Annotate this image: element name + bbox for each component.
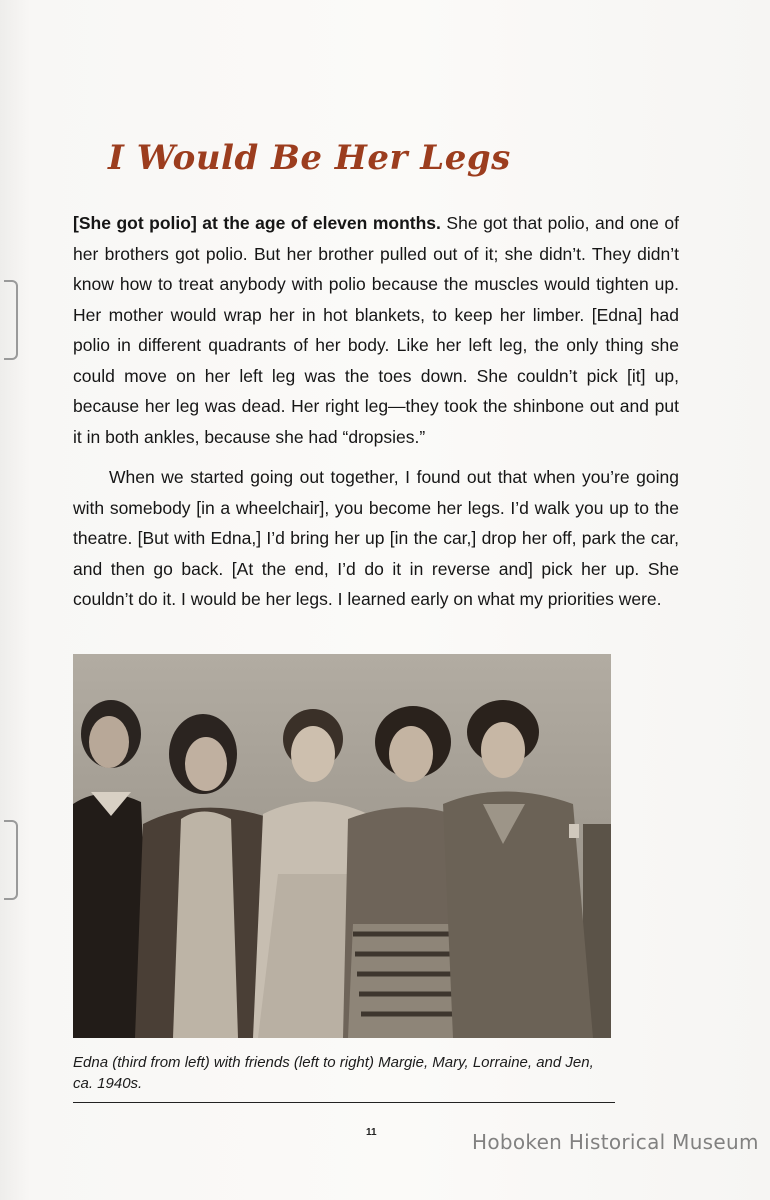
body-text [73, 208, 679, 625]
group-photo-illustration [73, 654, 611, 1038]
staple [4, 820, 18, 900]
paragraph-1 [73, 208, 679, 452]
chapter-title: I Would Be Her Legs [108, 138, 511, 178]
paragraph-2: When we started going out together, I found out that when you’re going with somebody [in a wheelchair], you become her legs. I’d walk you up to the theatre. [But with Edna,] I’d bring her up [in the car,] drop her off, park the car, and then go back. [At the end, I’d do it in reverse and] pick her up. She couldn’t do it. I would be her legs. I learned early on what my priorities were. [73, 467, 679, 609]
staple [4, 280, 18, 360]
page-number: 11 [366, 1127, 377, 1138]
paragraph-1-body: She got that polio, and one of her brothers got polio. But her brother pulled out of it; she didn’t. They didn’t know how to treat anybody with polio because the muscles would tighten up. Her mother would wrap her in hot blankets, to keep her limber. [Edna] had polio in different quadrants of her body. Like her left leg, the only thing she could move on her left leg was the toes down. She couldn’t pick [it] up, because her leg was dead. Her right leg—they took the shinbone out and put it in both ankles, because she had “dropsies.” [73, 213, 680, 447]
photo-caption: Edna (third from left) with friends (left to right) Margie, Mary, Lorraine, and Jen, ca. 1940s. [73, 1054, 594, 1092]
caption-rule [73, 1102, 615, 1103]
group-photo [73, 654, 611, 1038]
watermark: Hoboken Historical Museum [472, 1130, 759, 1154]
paragraph-1-lead: [She got polio] at the age of eleven months. [73, 213, 441, 233]
